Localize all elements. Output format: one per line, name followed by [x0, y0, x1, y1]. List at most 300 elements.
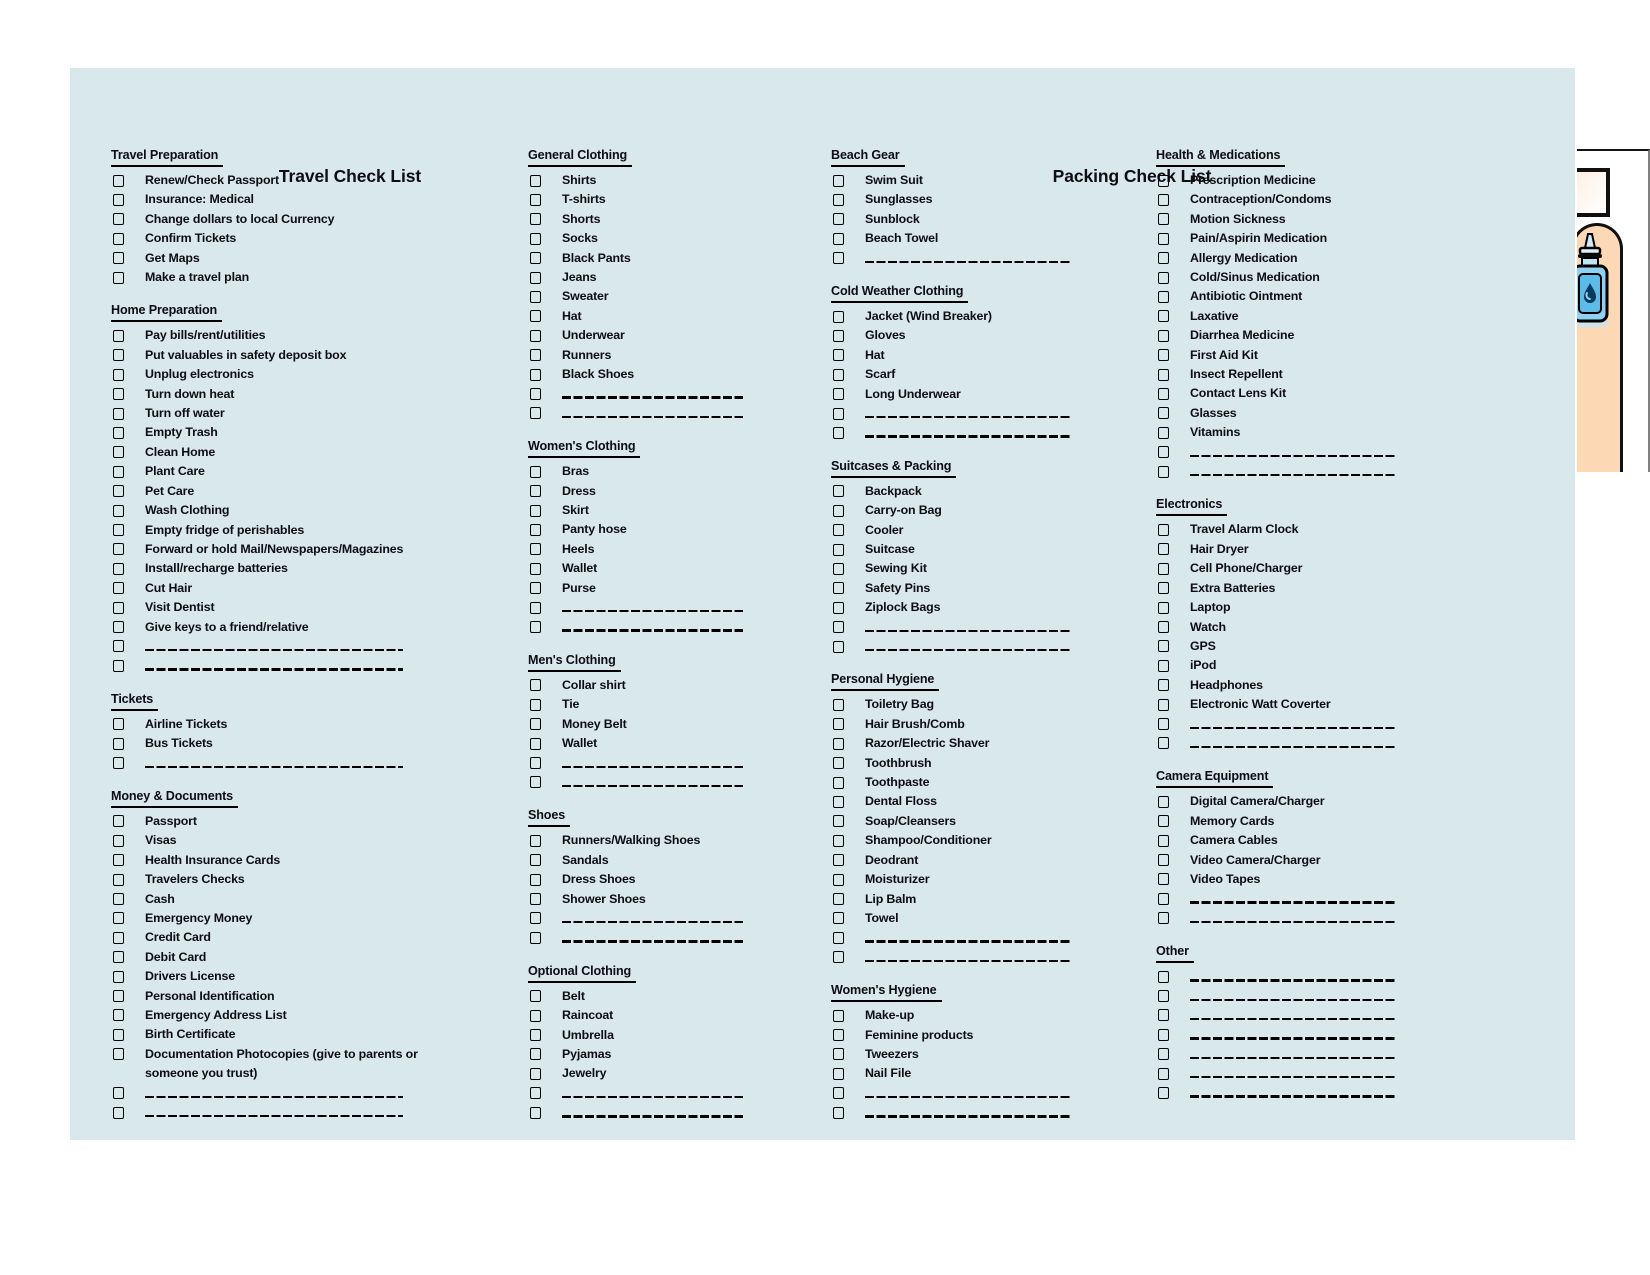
- checkbox-icon[interactable]: [833, 932, 844, 944]
- section-header: Home Preparation: [111, 303, 222, 322]
- section-beach-gear: [831, 148, 1081, 268]
- checkbox-icon[interactable]: [1158, 1048, 1169, 1060]
- checkbox-icon[interactable]: [833, 835, 844, 847]
- checkbox-icon[interactable]: [1158, 330, 1169, 342]
- item-label: Airline Tickets: [145, 716, 228, 731]
- checkbox-icon[interactable]: [833, 854, 844, 866]
- checkbox-icon[interactable]: [1158, 971, 1169, 983]
- checkbox-icon[interactable]: [833, 621, 844, 633]
- checkbox-icon[interactable]: [833, 427, 844, 439]
- section-header: Camera Equipment: [1156, 769, 1273, 788]
- checkbox-icon[interactable]: [1158, 873, 1169, 885]
- document-page: [70, 68, 1575, 1140]
- checkbox-icon[interactable]: [530, 1068, 541, 1080]
- checkbox-icon[interactable]: [113, 640, 124, 652]
- checkbox-icon[interactable]: [833, 175, 844, 187]
- section-travel-preparation: [111, 148, 513, 287]
- item-label: Wallet: [562, 561, 598, 576]
- checklist-row: [528, 1045, 758, 1064]
- section-header: Optional Clothing: [528, 964, 636, 983]
- checkbox-icon[interactable]: [1158, 893, 1169, 905]
- checkbox-icon[interactable]: [113, 1029, 124, 1041]
- checkbox-icon[interactable]: [530, 175, 541, 187]
- item-label: Toiletry Bag: [865, 697, 934, 712]
- section-header: Personal Hygiene: [831, 672, 939, 691]
- item-label: Raincoat: [562, 1008, 614, 1023]
- checkbox-icon[interactable]: [530, 1107, 541, 1119]
- checklist-row: [831, 326, 1081, 345]
- checkbox-icon[interactable]: [1158, 310, 1169, 322]
- item-label: Plant Care: [145, 464, 205, 479]
- checkbox-icon[interactable]: [530, 194, 541, 206]
- section-money-documents: [111, 789, 513, 1122]
- checkbox-icon[interactable]: [833, 505, 844, 517]
- checkbox-icon[interactable]: [833, 524, 844, 536]
- checklist-row: [528, 501, 758, 520]
- checklist-row: [1156, 656, 1406, 675]
- checklist-row: [831, 792, 1081, 811]
- checklist-row: [1156, 715, 1406, 734]
- item-label: Wallet: [562, 736, 598, 751]
- checklist-row: [111, 715, 513, 734]
- checklist-row: [528, 190, 758, 209]
- checklist-row: [831, 1084, 1081, 1103]
- checkbox-icon[interactable]: [1158, 835, 1169, 847]
- item-label: Watch: [1190, 619, 1226, 634]
- item-label: Clean Home: [145, 444, 216, 459]
- item-label: Dress Shoes: [562, 872, 636, 887]
- checkbox-icon[interactable]: [1158, 563, 1169, 575]
- checkbox-icon[interactable]: [113, 213, 124, 225]
- checkbox-icon[interactable]: [1158, 990, 1169, 1002]
- checkbox-icon[interactable]: [530, 835, 541, 847]
- checklist-row: [111, 831, 513, 850]
- checkbox-icon[interactable]: [530, 582, 541, 594]
- item-label: Carry-on Bag: [865, 503, 942, 518]
- item-label: Safety Pins: [865, 580, 931, 595]
- checkbox-icon[interactable]: [1158, 796, 1169, 808]
- checklist-row: [1156, 268, 1406, 287]
- checkbox-icon[interactable]: [113, 175, 124, 187]
- checkbox-icon[interactable]: [1158, 175, 1169, 187]
- checkbox-icon[interactable]: [1158, 912, 1169, 924]
- checkbox-icon[interactable]: [833, 796, 844, 808]
- checkbox-icon[interactable]: [113, 330, 124, 342]
- checkbox-icon[interactable]: [113, 1009, 124, 1021]
- item-label: Cash: [145, 891, 175, 906]
- item-label: Pyjamas: [562, 1046, 612, 1061]
- checklist-row: [831, 579, 1081, 598]
- checklist-row: [528, 987, 758, 1006]
- packing-checklist-title: Packing Check List: [1052, 166, 1212, 186]
- item-label: Laptop: [1190, 600, 1231, 615]
- checkbox-icon[interactable]: [833, 330, 844, 342]
- section-header: Money & Documents: [111, 789, 238, 808]
- checkbox-icon[interactable]: [833, 349, 844, 361]
- checklist-row: [111, 967, 513, 986]
- checklist-row: [528, 909, 758, 928]
- checkbox-icon[interactable]: [1158, 1009, 1169, 1021]
- checkbox-icon[interactable]: [113, 252, 124, 264]
- checkbox-icon[interactable]: [1158, 582, 1169, 594]
- item-label: Drivers License: [145, 969, 236, 984]
- checkbox-icon[interactable]: [1158, 543, 1169, 555]
- item-label: Health Insurance Cards: [145, 852, 281, 867]
- checkbox-icon[interactable]: [1158, 388, 1169, 400]
- checkbox-icon[interactable]: [1158, 252, 1169, 264]
- item-label: Long Underwear: [865, 386, 961, 401]
- checklist-row: [1156, 1006, 1406, 1025]
- checkbox-icon[interactable]: [833, 641, 844, 653]
- item-label: Backpack: [865, 483, 922, 498]
- item-label: Lip Balm: [865, 891, 917, 906]
- item-label: Nail File: [865, 1066, 912, 1081]
- checkbox-icon[interactable]: [833, 582, 844, 594]
- checkbox-icon[interactable]: [530, 738, 541, 750]
- checkbox-icon[interactable]: [113, 990, 124, 1002]
- checkbox-icon[interactable]: [530, 252, 541, 264]
- checkbox-icon[interactable]: [1158, 524, 1169, 536]
- checkbox-icon[interactable]: [1158, 427, 1169, 439]
- blank-line: [562, 610, 743, 612]
- checkbox-icon[interactable]: [1158, 213, 1169, 225]
- checkbox-icon[interactable]: [1158, 621, 1169, 633]
- checkbox-icon[interactable]: [113, 757, 124, 769]
- checkbox-icon[interactable]: [833, 1068, 844, 1080]
- checkbox-icon[interactable]: [113, 1048, 124, 1060]
- checkbox-icon[interactable]: [1158, 369, 1169, 381]
- checkbox-icon[interactable]: [1158, 407, 1169, 419]
- checkbox-icon[interactable]: [833, 213, 844, 225]
- checkbox-icon[interactable]: [833, 602, 844, 614]
- checklist-row: [1156, 249, 1406, 268]
- checklist-row: [831, 637, 1081, 656]
- checkbox-icon[interactable]: [530, 563, 541, 575]
- checkbox-icon[interactable]: [113, 660, 124, 672]
- item-label: Tie: [562, 697, 580, 712]
- checkbox-icon[interactable]: [113, 893, 124, 905]
- checkbox-icon[interactable]: [833, 369, 844, 381]
- item-label: GPS: [1190, 638, 1216, 653]
- checkbox-icon[interactable]: [113, 815, 124, 827]
- checkbox-icon[interactable]: [113, 427, 124, 439]
- checkbox-icon[interactable]: [833, 757, 844, 769]
- section-women-s-hygiene: [831, 983, 1081, 1122]
- checklist-row: [111, 365, 513, 384]
- item-label: Hat: [865, 347, 885, 362]
- checklist-row: [528, 1103, 758, 1122]
- checkbox-icon[interactable]: [833, 893, 844, 905]
- checklist-row: [831, 521, 1081, 540]
- checkbox-icon[interactable]: [530, 505, 541, 517]
- checkbox-icon[interactable]: [113, 971, 124, 983]
- checkbox-icon[interactable]: [113, 194, 124, 206]
- checkbox-icon[interactable]: [1158, 660, 1169, 672]
- checkbox-icon[interactable]: [1158, 815, 1169, 827]
- checkbox-icon[interactable]: [113, 621, 124, 633]
- checkbox-icon[interactable]: [833, 738, 844, 750]
- checkbox-icon[interactable]: [530, 310, 541, 322]
- checkbox-icon[interactable]: [530, 912, 541, 924]
- checkbox-icon[interactable]: [833, 951, 844, 963]
- item-label: Umbrella: [562, 1027, 614, 1042]
- checkbox-icon[interactable]: [113, 874, 124, 886]
- checkbox-icon[interactable]: [1158, 1029, 1169, 1041]
- checkbox-icon[interactable]: [530, 679, 541, 691]
- checkbox-icon[interactable]: [530, 330, 541, 342]
- checkbox-icon[interactable]: [113, 854, 124, 866]
- checkbox-icon[interactable]: [1158, 194, 1169, 206]
- checklist-row: [528, 404, 758, 423]
- checkbox-icon[interactable]: [530, 1087, 541, 1099]
- checkbox-icon[interactable]: [113, 272, 124, 284]
- checkbox-icon[interactable]: [530, 349, 541, 361]
- checkbox-icon[interactable]: [530, 524, 541, 536]
- checkbox-icon[interactable]: [113, 932, 124, 944]
- checkbox-icon[interactable]: [833, 777, 844, 789]
- checklist-row: [111, 1045, 513, 1084]
- checkbox-icon[interactable]: [113, 524, 124, 536]
- checkbox-icon[interactable]: [833, 388, 844, 400]
- checkbox-icon[interactable]: [1158, 272, 1169, 284]
- checklist-row: [1156, 1025, 1406, 1044]
- checklist-row: [1156, 443, 1406, 462]
- checkbox-icon[interactable]: [113, 233, 124, 245]
- section-optional-clothing: [528, 964, 758, 1123]
- checklist-row: [1156, 598, 1406, 617]
- item-label: Shirts: [562, 173, 597, 187]
- checkbox-icon[interactable]: [833, 718, 844, 730]
- checkbox-icon[interactable]: [530, 1029, 541, 1041]
- checklist-row: [111, 326, 513, 345]
- checklist-column-2: [528, 148, 758, 1123]
- checkbox-icon[interactable]: [833, 485, 844, 497]
- section-home-preparation: [111, 303, 513, 675]
- checklist-row: [1156, 190, 1406, 209]
- item-label: First Aid Kit: [1190, 347, 1258, 362]
- checkbox-icon[interactable]: [530, 407, 541, 419]
- checkbox-icon[interactable]: [833, 563, 844, 575]
- checkbox-icon[interactable]: [1158, 1087, 1169, 1099]
- checklist-row: [528, 287, 758, 306]
- checkbox-icon[interactable]: [1158, 602, 1169, 614]
- checklist-row: [831, 1064, 1081, 1083]
- checkbox-icon[interactable]: [113, 505, 124, 517]
- blank-line: [1190, 455, 1396, 457]
- checkbox-icon[interactable]: [530, 893, 541, 905]
- checklist-row: [111, 637, 513, 656]
- checklist-row: [1156, 676, 1406, 695]
- checkbox-icon[interactable]: [1158, 446, 1169, 458]
- item-label: Birth Certificate: [145, 1027, 236, 1042]
- checkbox-icon[interactable]: [113, 466, 124, 478]
- checkbox-icon[interactable]: [113, 408, 124, 420]
- item-label: Deodrant: [865, 852, 919, 867]
- checkbox-icon[interactable]: [1158, 233, 1169, 245]
- travel-checklist-title: Travel Check List: [278, 166, 422, 186]
- blank-line: [865, 435, 1071, 437]
- checkbox-icon[interactable]: [530, 388, 541, 400]
- checkbox-icon[interactable]: [833, 1087, 844, 1099]
- checkbox-icon[interactable]: [833, 408, 844, 420]
- checkbox-icon[interactable]: [113, 485, 124, 497]
- checkbox-icon[interactable]: [113, 446, 124, 458]
- checklist-row: [111, 404, 513, 423]
- checkbox-icon[interactable]: [530, 699, 541, 711]
- checkbox-icon[interactable]: [1158, 1068, 1169, 1080]
- item-label: Make a travel plan: [145, 270, 250, 285]
- item-label: Bras: [562, 464, 589, 479]
- checklist-row: [1156, 870, 1406, 889]
- checkbox-icon[interactable]: [833, 912, 844, 924]
- item-label: Insect Repellent: [1190, 367, 1283, 382]
- checkbox-icon[interactable]: [113, 951, 124, 963]
- checkbox-icon[interactable]: [530, 602, 541, 614]
- checklist-row: [1156, 812, 1406, 831]
- checkbox-icon[interactable]: [833, 252, 844, 264]
- checkbox-icon[interactable]: [1158, 699, 1169, 711]
- item-label: Install/recharge batteries: [145, 561, 288, 576]
- checkbox-icon[interactable]: [530, 854, 541, 866]
- checklist-row: [528, 482, 758, 501]
- item-label: Antibiotic Ointment: [1190, 289, 1303, 304]
- checkbox-icon[interactable]: [530, 485, 541, 497]
- checkbox-icon[interactable]: [113, 349, 124, 361]
- section-header: Suitcases & Packing: [831, 459, 956, 478]
- checkbox-icon[interactable]: [113, 582, 124, 594]
- checkbox-icon[interactable]: [833, 1029, 844, 1041]
- checkbox-icon[interactable]: [530, 776, 541, 788]
- item-label: Turn down heat: [145, 386, 235, 401]
- checklist-column-4: [1156, 148, 1406, 1103]
- checklist-row: [831, 540, 1081, 559]
- section-header: Other: [1156, 944, 1194, 963]
- checkbox-icon[interactable]: [113, 388, 124, 400]
- checkbox-icon[interactable]: [530, 990, 541, 1002]
- checklist-row: [1156, 307, 1406, 326]
- checkbox-icon[interactable]: [530, 932, 541, 944]
- checkbox-icon[interactable]: [113, 738, 124, 750]
- checkbox-icon[interactable]: [530, 213, 541, 225]
- checkbox-icon[interactable]: [1158, 854, 1169, 866]
- checkbox-icon[interactable]: [530, 291, 541, 303]
- item-label: Belt: [562, 988, 585, 1003]
- checkbox-icon[interactable]: [833, 699, 844, 711]
- checklist-row: [528, 229, 758, 248]
- checkbox-icon[interactable]: [530, 466, 541, 478]
- item-label: Turn off water: [145, 406, 225, 421]
- blank-line: [1190, 474, 1396, 476]
- checklist-row: [831, 870, 1081, 889]
- checklist-row: [528, 676, 758, 695]
- item-label: Credit Card: [145, 930, 211, 945]
- item-label: Change dollars to local Currency: [145, 211, 335, 226]
- checklist-row: [1156, 462, 1406, 481]
- checkbox-icon[interactable]: [1158, 640, 1169, 652]
- checkbox-icon[interactable]: [113, 718, 124, 730]
- item-label: Gloves: [865, 328, 906, 343]
- checkbox-icon[interactable]: [530, 233, 541, 245]
- item-label: Jeans: [562, 270, 597, 285]
- checkbox-icon[interactable]: [113, 602, 124, 614]
- checklist-row: [111, 1084, 513, 1103]
- checkbox-icon[interactable]: [1158, 718, 1169, 730]
- checklist-row: [111, 346, 513, 365]
- item-label: Toothbrush: [865, 755, 932, 770]
- blank-line: [865, 630, 1071, 632]
- checkbox-icon[interactable]: [1158, 349, 1169, 361]
- item-label: Empty Trash: [145, 425, 218, 440]
- checkbox-icon[interactable]: [1158, 737, 1169, 749]
- blank-line: [145, 649, 403, 651]
- checkbox-icon[interactable]: [530, 874, 541, 886]
- blank-line: [562, 766, 743, 768]
- checkbox-icon[interactable]: [1158, 291, 1169, 303]
- checkbox-icon[interactable]: [113, 912, 124, 924]
- item-label: Diarrhea Medicine: [1190, 328, 1295, 343]
- checklist-row: [111, 987, 513, 1006]
- checklist-row: [1156, 1083, 1406, 1102]
- checkbox-icon[interactable]: [530, 272, 541, 284]
- checkbox-icon[interactable]: [113, 1087, 124, 1099]
- checklist-row: [831, 909, 1081, 928]
- checkbox-icon[interactable]: [833, 1010, 844, 1022]
- section-camera-equipment: [1156, 769, 1406, 928]
- checkbox-icon[interactable]: [833, 874, 844, 886]
- checklist-row: [1156, 423, 1406, 442]
- item-label: Documentation Photocopies (give to parents or someone you trust): [145, 1046, 418, 1081]
- section-health-medications: [1156, 148, 1406, 481]
- checkbox-icon[interactable]: [113, 369, 124, 381]
- checkbox-icon[interactable]: [530, 543, 541, 555]
- checkbox-icon[interactable]: [530, 621, 541, 633]
- checkbox-icon[interactable]: [833, 194, 844, 206]
- checklist-row: [528, 384, 758, 403]
- checkbox-icon[interactable]: [1158, 679, 1169, 691]
- checkbox-icon[interactable]: [113, 835, 124, 847]
- checkbox-icon[interactable]: [1158, 466, 1169, 478]
- checkbox-icon[interactable]: [833, 544, 844, 556]
- checkbox-icon[interactable]: [530, 1048, 541, 1060]
- section-header: Shoes: [528, 808, 570, 827]
- checkbox-icon[interactable]: [113, 543, 124, 555]
- checklist-row: [1156, 520, 1406, 539]
- checkbox-icon[interactable]: [833, 1107, 844, 1119]
- checkbox-icon[interactable]: [113, 563, 124, 575]
- checkbox-icon[interactable]: [530, 1010, 541, 1022]
- checklist-row: [831, 404, 1081, 423]
- checklist-row: [1156, 210, 1406, 229]
- blank-line: [865, 1115, 1071, 1117]
- checklist-row: [831, 734, 1081, 753]
- blank-line: [865, 261, 1071, 263]
- checkbox-icon[interactable]: [530, 718, 541, 730]
- checkbox-icon[interactable]: [113, 1107, 124, 1119]
- item-label: Shampoo/Conditioner: [865, 833, 992, 848]
- item-label: Purse: [562, 580, 596, 595]
- checkbox-icon[interactable]: [833, 311, 844, 323]
- checklist-row: [111, 598, 513, 617]
- checkbox-icon[interactable]: [530, 757, 541, 769]
- checkbox-icon[interactable]: [530, 369, 541, 381]
- item-label: Personal Identification: [145, 988, 275, 1003]
- checkbox-icon[interactable]: [833, 1048, 844, 1060]
- item-label: Beach Towel: [865, 231, 939, 246]
- section-header: Men's Clothing: [528, 653, 621, 672]
- checkbox-icon[interactable]: [833, 233, 844, 245]
- checkbox-icon[interactable]: [833, 815, 844, 827]
- item-label: Toothpaste: [865, 775, 930, 790]
